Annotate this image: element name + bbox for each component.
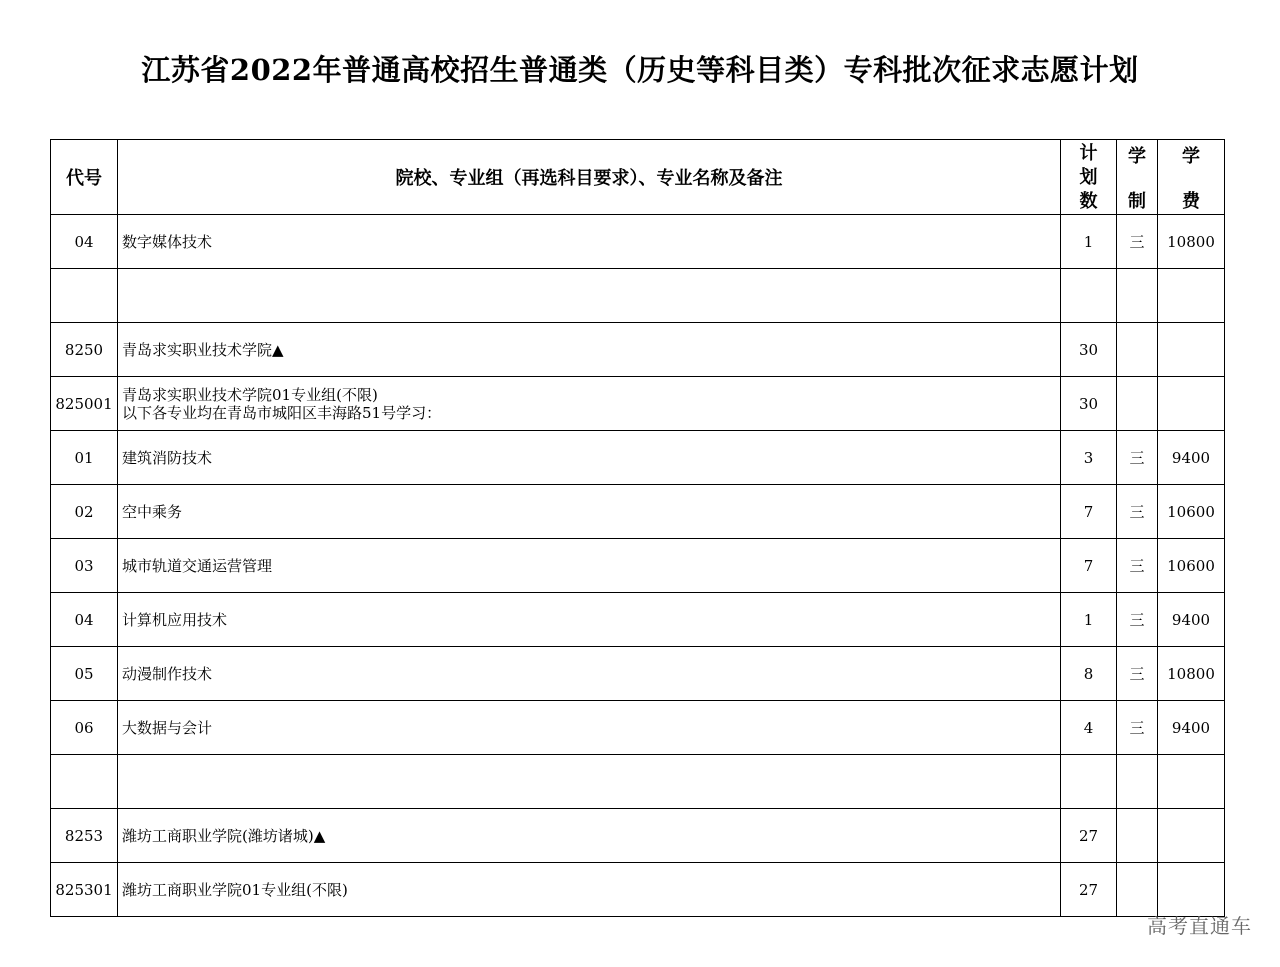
watermark: 高考直通车 xyxy=(1147,914,1252,938)
row-name xyxy=(118,593,1061,647)
row-code: 8253 xyxy=(51,809,118,863)
table-row xyxy=(51,809,1225,863)
row-code: 03 xyxy=(51,539,118,593)
table-row xyxy=(51,323,1225,377)
row-code: 8250 xyxy=(51,323,118,377)
row-duration: 三 xyxy=(1117,485,1158,539)
row-name-line: 青岛求实职业技术学院01专业组(不限) xyxy=(122,385,378,404)
row-code: 04 xyxy=(51,215,118,269)
header-name: 院校、专业组（再选科目要求）、专业名称及备注 xyxy=(118,140,1061,215)
row-duration xyxy=(1117,809,1158,863)
table-row xyxy=(51,593,1225,647)
table-row xyxy=(51,539,1225,593)
table-body xyxy=(51,215,1225,917)
row-plan-count: 7 xyxy=(1061,539,1117,593)
row-name xyxy=(118,377,1061,431)
row-duration: 三 xyxy=(1117,701,1158,755)
row-name xyxy=(118,701,1061,755)
row-name-line: 大数据与会计 xyxy=(122,718,213,737)
row-duration: 三 xyxy=(1117,593,1158,647)
row-duration: 三 xyxy=(1117,647,1158,701)
row-name-line: 动漫制作技术 xyxy=(122,664,213,683)
row-plan-count: 1 xyxy=(1061,215,1117,269)
row-plan-count xyxy=(1061,269,1117,323)
row-fee xyxy=(1158,755,1225,809)
table-row xyxy=(51,485,1225,539)
row-plan-count: 4 xyxy=(1061,701,1117,755)
row-name-line: 潍坊工商职业学院(潍坊诸城)▲ xyxy=(122,826,326,845)
row-plan-count: 3 xyxy=(1061,431,1117,485)
row-fee xyxy=(1158,323,1225,377)
row-code xyxy=(51,269,118,323)
row-name-line: 城市轨道交通运营管理 xyxy=(122,556,273,575)
row-name xyxy=(118,323,1061,377)
row-name xyxy=(118,755,1061,809)
row-fee: 10600 xyxy=(1158,539,1225,593)
row-name-line: 计算机应用技术 xyxy=(122,610,228,629)
table-row xyxy=(51,701,1225,755)
table-row xyxy=(51,755,1225,809)
row-duration: 三 xyxy=(1117,431,1158,485)
row-duration: 三 xyxy=(1117,539,1158,593)
row-name-line: 建筑消防技术 xyxy=(122,448,213,467)
row-fee: 9400 xyxy=(1158,701,1225,755)
table-row xyxy=(51,863,1225,917)
row-name xyxy=(118,431,1061,485)
row-name xyxy=(118,647,1061,701)
row-fee: 9400 xyxy=(1158,431,1225,485)
row-code: 825301 xyxy=(51,863,118,917)
row-fee: 10800 xyxy=(1158,647,1225,701)
row-plan-count: 7 xyxy=(1061,485,1117,539)
row-fee xyxy=(1158,809,1225,863)
row-fee: 10800 xyxy=(1158,215,1225,269)
table-row xyxy=(51,269,1225,323)
row-plan-count xyxy=(1061,755,1117,809)
row-plan-count: 30 xyxy=(1061,323,1117,377)
row-name-line: 数字媒体技术 xyxy=(122,232,213,251)
row-duration xyxy=(1117,323,1158,377)
row-plan-count: 27 xyxy=(1061,863,1117,917)
table-row xyxy=(51,647,1225,701)
table-row xyxy=(51,215,1225,269)
row-name-line: 青岛求实职业技术学院▲ xyxy=(122,340,284,359)
row-fee: 10600 xyxy=(1158,485,1225,539)
row-fee xyxy=(1158,863,1225,917)
row-duration xyxy=(1117,863,1158,917)
row-name xyxy=(118,269,1061,323)
row-plan-count: 1 xyxy=(1061,593,1117,647)
row-fee xyxy=(1158,269,1225,323)
row-name-line: 潍坊工商职业学院01专业组(不限) xyxy=(122,880,348,899)
row-plan-count: 8 xyxy=(1061,647,1117,701)
row-duration xyxy=(1117,377,1158,431)
row-name xyxy=(118,539,1061,593)
row-name-line: 空中乘务 xyxy=(122,502,183,521)
page-title: 江苏省2022年普通高校招生普通类（历史等科目类）专科批次征求志愿计划 xyxy=(141,53,1139,87)
row-fee: 9400 xyxy=(1158,593,1225,647)
header-duration: 学 制 xyxy=(1117,140,1158,215)
row-code xyxy=(51,755,118,809)
row-name xyxy=(118,863,1061,917)
row-name xyxy=(118,215,1061,269)
header-plan-count: 计 划 数 xyxy=(1061,140,1117,215)
row-code: 05 xyxy=(51,647,118,701)
enrollment-plan-table xyxy=(50,139,1225,917)
row-duration xyxy=(1117,755,1158,809)
table-header-row xyxy=(51,140,1225,215)
row-code: 01 xyxy=(51,431,118,485)
row-code: 825001 xyxy=(51,377,118,431)
row-duration xyxy=(1117,269,1158,323)
row-name xyxy=(118,485,1061,539)
row-code: 02 xyxy=(51,485,118,539)
row-duration: 三 xyxy=(1117,215,1158,269)
table-row xyxy=(51,431,1225,485)
row-plan-count: 27 xyxy=(1061,809,1117,863)
row-fee xyxy=(1158,377,1225,431)
row-name-note: 以下各专业均在青岛市城阳区丰海路51号学习： xyxy=(122,403,442,422)
row-code: 06 xyxy=(51,701,118,755)
header-code: 代号 xyxy=(51,140,118,215)
header-fee: 学 费 xyxy=(1158,140,1225,215)
row-name xyxy=(118,809,1061,863)
row-code: 04 xyxy=(51,593,118,647)
table-row xyxy=(51,377,1225,431)
row-plan-count: 30 xyxy=(1061,377,1117,431)
